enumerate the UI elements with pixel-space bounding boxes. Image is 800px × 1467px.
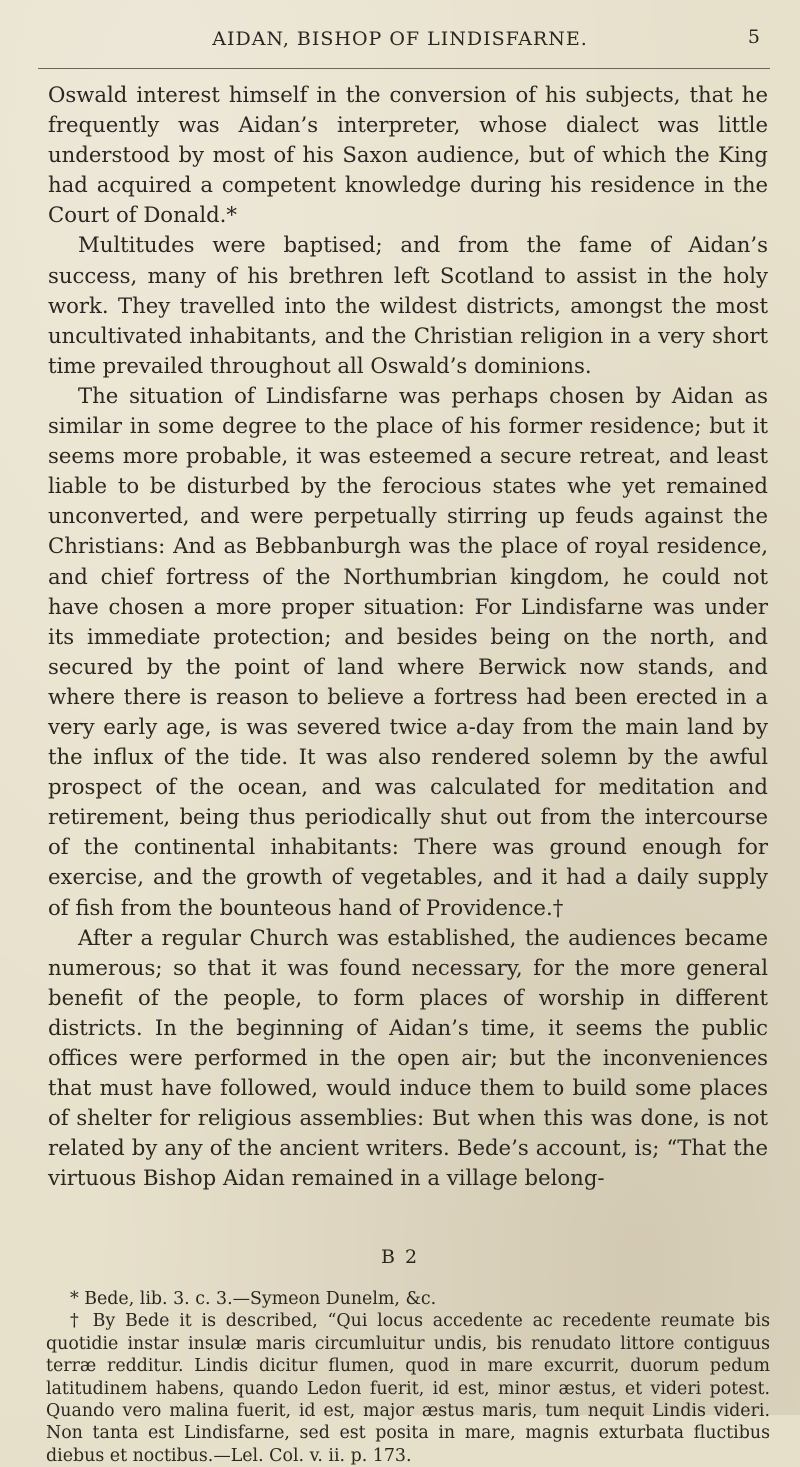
signature-mark: B 2 [380, 1246, 420, 1268]
page-number: 5 [747, 26, 760, 48]
footnote: † By Bede it is described, “Qui locus accedente ac recedente reumate bis quotidie instar insulæ maris circumluitur undis, bis renudato littore contiguus terræ redditur. Lindis dicitur flumen, quod in mare excurrit, duorum pedum latitudinem habens, quando Ledon fuerit, id est, minor æstus, et videri potest. Quando vero malina fuerit, id est, major æstus maris, tum nequit Lindis videri. Non tanta est Lindisfarne, sed est posita in mare, magnis exturbata fluctibus diebus et noctibus.—Lel. Col. v. ii. p. 173. [46, 1311, 770, 1466]
paragraph: The situation of Lindisfarne was perhaps chosen by Aidan as similar in some degree to the place of his former residence; but it seems more probable, it was esteemed a secure retreat, and least liable to be disturbed by the ferocious states whe yet remained unconverted, and were perpetually stirring up feuds against the Christians: And as Bebbanburgh was the place of royal residence, and chief fortress of the Northumbrian kingdom, he could not have chosen a more proper situation: For Lindisfarne was under its immediate protection; and besides being on the north, and secured by the point of land where Berwick now stands, and where there is reason to believe a fortress had been erected in a very early age, is was severed twice a-day from the main land by the influx of the tide. It was also rendered solemn by the awful prospect of the ocean, and was calculated for meditation and retirement, being thus periodically shut out from the intercourse of the continental inhabitants: There was ground enough for exercise, and the growth of vegetables, and it had a daily supply of fish from the bounteous hand of Providence.† [48, 382, 768, 920]
paragraph: After a regular Church was established, the audiences became numerous; so that it was found necessary, for the more general benefit of the people, to form places of worship in different districts. In the beginning of Aidan’s time, it seems the public offices were performed in the open air; but the inconveniences that must have followed, would induce them to build some places of shelter for religious assemblies: But when this was done, is not related by any of the ancient writers. Bede’s account, is; “That the virtuous Bishop Aidan remained in a village belong- [48, 924, 768, 1191]
paragraph: Multitudes were baptised; and from the fame of Aidan’s success, many of his brethren left Scotland to assist in the holy work. They travelled into the wildest districts, amongst the most uncultivated inhabitants, and the Christian religion in a very short time prevailed throughout all Oswald’s dominions. [48, 232, 768, 378]
header-rule [38, 68, 770, 69]
running-head: AIDAN, BISHOP OF LINDISFARNE. [212, 28, 588, 50]
footnote: * Bede, lib. 3. c. 3.—Symeon Dunelm, &c. [70, 1289, 437, 1309]
paragraph: Oswald interest himself in the conversion of his subjects, that he frequently was Aidan’s interpreter, whose dialect was little understood by most of his Saxon audience, but of which the King had acquired a competent knowledge during his residence in the Court of Donald.* [48, 82, 768, 228]
footnotes [46, 1288, 770, 1467]
body-text [48, 80, 768, 1193]
